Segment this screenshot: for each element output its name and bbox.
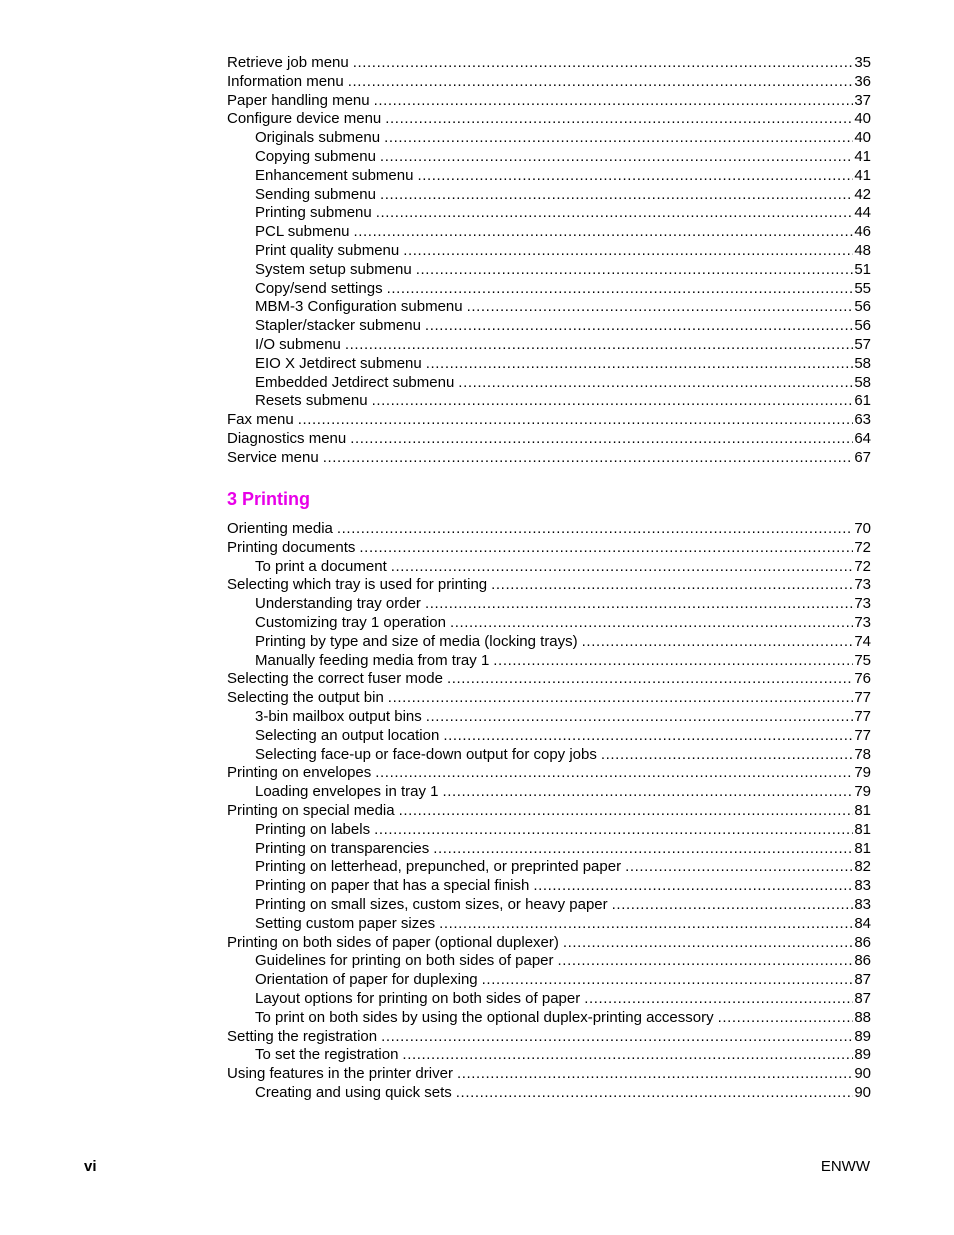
toc-entry-title: Loading envelopes in tray 1 bbox=[255, 783, 439, 801]
dot-leader bbox=[563, 934, 853, 953]
toc-entry-page-number: 55 bbox=[854, 279, 871, 297]
toc-entry[interactable] bbox=[227, 764, 871, 783]
toc-entry-title: Selecting an output location bbox=[255, 726, 440, 744]
toc-entry[interactable] bbox=[227, 840, 871, 859]
dot-leader bbox=[391, 558, 854, 577]
toc-entry-page-number: 40 bbox=[854, 110, 871, 128]
dot-leader bbox=[533, 877, 853, 896]
toc-entry-title: Orienting media bbox=[227, 520, 333, 537]
toc-entry[interactable] bbox=[227, 242, 871, 261]
toc-entry-page-number: 81 bbox=[854, 801, 871, 819]
toc-entry-page-number: 56 bbox=[854, 317, 871, 335]
toc-entry[interactable] bbox=[227, 1084, 871, 1103]
dot-leader bbox=[381, 1028, 853, 1047]
toc-entry-title: Printing on both sides of paper (optional duplexer) bbox=[227, 933, 559, 951]
toc-entry[interactable] bbox=[227, 595, 871, 614]
toc-entry[interactable] bbox=[227, 449, 871, 468]
toc-entry[interactable] bbox=[227, 54, 871, 73]
toc-entry-page-number: 88 bbox=[854, 1008, 871, 1026]
toc-entry[interactable] bbox=[227, 92, 871, 111]
toc-entry-page-number: 41 bbox=[854, 147, 871, 165]
toc-entry-title: Orientation of paper for duplexing bbox=[255, 971, 478, 989]
dot-leader bbox=[350, 430, 853, 449]
dot-leader bbox=[402, 1046, 853, 1065]
dot-leader bbox=[337, 520, 853, 539]
toc-entry[interactable] bbox=[227, 689, 871, 708]
toc-entry[interactable] bbox=[227, 1046, 871, 1065]
toc-entry-title: To print a document bbox=[255, 557, 387, 575]
toc-entry-title: Print quality submenu bbox=[255, 241, 400, 259]
toc-entry-title: Setting the registration bbox=[227, 1027, 378, 1045]
toc-entry-page-number: 51 bbox=[854, 260, 871, 278]
dot-leader bbox=[385, 110, 853, 129]
toc-entry-page-number: 87 bbox=[854, 989, 871, 1007]
dot-leader bbox=[374, 92, 854, 111]
toc-entry[interactable] bbox=[227, 317, 871, 336]
dot-leader bbox=[612, 896, 854, 915]
dot-leader bbox=[718, 1009, 854, 1028]
toc-entry-title: Configure device menu bbox=[227, 110, 382, 128]
toc-entry[interactable] bbox=[227, 746, 871, 765]
toc-entry[interactable] bbox=[227, 633, 871, 652]
toc-entry-title: Printing on transparencies bbox=[255, 839, 430, 857]
toc-entry-page-number: 81 bbox=[854, 820, 871, 838]
toc-entry-title: Selecting the correct fuser mode bbox=[227, 670, 443, 688]
dot-leader bbox=[425, 317, 853, 336]
toc-entry[interactable] bbox=[227, 1009, 871, 1028]
toc-entry-title: Printing on small sizes, custom sizes, or heavy paper bbox=[255, 895, 608, 913]
toc-entry-title: Guidelines for printing on both sides of paper bbox=[255, 952, 554, 970]
toc-entry-page-number: 73 bbox=[854, 595, 871, 613]
toc-entry-page-number: 79 bbox=[854, 764, 871, 782]
chapter-heading: 3 Printing bbox=[227, 489, 311, 509]
dot-leader bbox=[323, 449, 854, 468]
dot-leader bbox=[482, 971, 854, 990]
toc-entry[interactable] bbox=[227, 576, 871, 595]
toc-entry-title: Understanding tray order bbox=[255, 595, 421, 613]
toc-entry-page-number: 82 bbox=[854, 858, 871, 876]
dot-leader bbox=[426, 355, 854, 374]
toc-entry-page-number: 77 bbox=[854, 707, 871, 725]
toc-entry-title: Service menu bbox=[227, 448, 319, 466]
toc-entry-page-number: 75 bbox=[854, 651, 871, 669]
toc-entry-page-number: 90 bbox=[854, 1083, 871, 1101]
toc-entry[interactable] bbox=[227, 336, 871, 355]
toc-entry[interactable] bbox=[227, 971, 871, 990]
dot-leader bbox=[467, 298, 854, 317]
dot-leader bbox=[433, 840, 853, 859]
toc-entry-title: Copy/send settings bbox=[255, 279, 383, 297]
toc-entry[interactable] bbox=[227, 727, 871, 746]
toc-entry-page-number: 83 bbox=[854, 895, 871, 913]
toc-entry-title: Diagnostics menu bbox=[227, 429, 347, 447]
toc-entry[interactable] bbox=[227, 614, 871, 633]
toc-entry[interactable] bbox=[227, 186, 871, 205]
dot-leader bbox=[442, 783, 853, 802]
toc-entry-title: Customizing tray 1 operation bbox=[255, 613, 446, 631]
dot-leader bbox=[298, 411, 854, 430]
toc-entry[interactable] bbox=[227, 1028, 871, 1047]
toc-entry[interactable] bbox=[227, 990, 871, 1009]
dot-leader bbox=[376, 204, 854, 223]
dot-leader bbox=[380, 148, 853, 167]
toc-entry-page-number: 79 bbox=[854, 783, 871, 801]
toc-entry-page-number: 37 bbox=[854, 91, 871, 109]
toc-entry[interactable] bbox=[227, 783, 871, 802]
dot-leader bbox=[375, 764, 853, 783]
dot-leader bbox=[426, 708, 854, 727]
dot-leader bbox=[353, 54, 854, 73]
toc-entry[interactable] bbox=[227, 858, 871, 877]
toc-entry-title: PCL submenu bbox=[255, 223, 350, 241]
dot-leader bbox=[457, 1065, 853, 1084]
toc-entry[interactable] bbox=[227, 298, 871, 317]
toc-entry-page-number: 84 bbox=[854, 914, 871, 932]
toc-entry-title: 3-bin mailbox output bins bbox=[255, 707, 422, 725]
toc-entry-title: Stapler/stacker submenu bbox=[255, 317, 421, 335]
toc-entry-page-number: 46 bbox=[854, 223, 871, 241]
dot-leader bbox=[491, 576, 853, 595]
toc-entry-title: Layout options for printing on both sides of paper bbox=[255, 989, 581, 1007]
toc-entry[interactable] bbox=[227, 148, 871, 167]
toc-entry-page-number: 89 bbox=[854, 1046, 871, 1064]
toc-entry-page-number: 87 bbox=[854, 971, 871, 989]
dot-leader bbox=[388, 689, 854, 708]
toc-entry-page-number: 42 bbox=[854, 185, 871, 203]
toc-entry-page-number: 41 bbox=[854, 166, 871, 184]
toc-entry-title: Printing on letterhead, prepunched, or preprinted paper bbox=[255, 858, 622, 876]
dot-leader bbox=[384, 129, 853, 148]
toc-entry-title: Paper handling menu bbox=[227, 91, 370, 109]
toc-entry-title: Manually feeding media from tray 1 bbox=[255, 651, 490, 669]
dot-leader bbox=[447, 670, 853, 689]
toc-entry-page-number: 72 bbox=[854, 538, 871, 556]
toc-entry-title: Copying submenu bbox=[255, 147, 376, 165]
toc-entry[interactable] bbox=[227, 670, 871, 689]
toc-entry-title: Originals submenu bbox=[255, 129, 381, 147]
toc-entry[interactable] bbox=[227, 520, 871, 539]
toc-entry-page-number: 58 bbox=[854, 373, 871, 391]
dot-leader bbox=[439, 915, 853, 934]
toc-entry-page-number: 56 bbox=[854, 298, 871, 316]
toc-entry-title: Selecting the output bin bbox=[227, 689, 384, 707]
toc-entry-page-number: 61 bbox=[854, 392, 871, 410]
dot-leader bbox=[416, 261, 854, 280]
toc-entry[interactable] bbox=[227, 652, 871, 671]
dot-leader bbox=[417, 167, 853, 186]
dot-leader bbox=[450, 614, 853, 633]
toc-entry-title: Sending submenu bbox=[255, 185, 376, 203]
dot-leader bbox=[399, 802, 854, 821]
toc-entry-title: To set the registration bbox=[255, 1046, 399, 1064]
toc-entry-title: Creating and using quick sets bbox=[255, 1083, 452, 1101]
toc-entry-page-number: 73 bbox=[854, 576, 871, 594]
toc-entry-title: Selecting face-up or face-down output for copy jobs bbox=[255, 745, 597, 763]
toc-entry[interactable] bbox=[227, 392, 871, 411]
dot-leader bbox=[443, 727, 853, 746]
toc-entry-title: Fax menu bbox=[227, 411, 294, 429]
toc-entry[interactable] bbox=[227, 877, 871, 896]
toc-entry-page-number: 76 bbox=[854, 670, 871, 688]
toc-entry-title: Printing on envelopes bbox=[227, 764, 372, 782]
toc-entry[interactable] bbox=[227, 1065, 871, 1084]
toc-entry-page-number: 78 bbox=[854, 745, 871, 763]
footer-page-label: vi bbox=[84, 1158, 97, 1175]
toc-entry[interactable] bbox=[227, 708, 871, 727]
toc-list-printing bbox=[227, 520, 871, 1103]
toc-entry-page-number: 73 bbox=[854, 613, 871, 631]
dot-leader bbox=[354, 223, 854, 242]
toc-entry-title: Information menu bbox=[227, 72, 344, 90]
toc-entry[interactable] bbox=[227, 821, 871, 840]
dot-leader bbox=[458, 374, 853, 393]
dot-leader bbox=[625, 858, 853, 877]
toc-entry-page-number: 35 bbox=[854, 54, 871, 71]
toc-entry[interactable] bbox=[227, 802, 871, 821]
toc-entry-page-number: 44 bbox=[854, 204, 871, 222]
toc-entry-page-number: 72 bbox=[854, 557, 871, 575]
toc-entry-page-number: 89 bbox=[854, 1027, 871, 1045]
footer-doc-code: ENWW bbox=[820, 1158, 870, 1175]
toc-entry[interactable] bbox=[227, 915, 871, 934]
toc-entry-title: To print on both sides by using the optional duplex-printing accessory bbox=[255, 1008, 714, 1026]
toc-entry-page-number: 48 bbox=[854, 241, 871, 259]
dot-leader bbox=[348, 73, 854, 92]
toc-entry[interactable] bbox=[227, 167, 871, 186]
toc-entry[interactable] bbox=[227, 204, 871, 223]
dot-leader bbox=[493, 652, 853, 671]
toc-entry-page-number: 70 bbox=[854, 520, 871, 537]
toc-entry[interactable] bbox=[227, 558, 871, 577]
toc-entry-page-number: 86 bbox=[854, 952, 871, 970]
toc-entry-page-number: 90 bbox=[854, 1065, 871, 1083]
toc-entry-title: Printing by type and size of media (locking trays) bbox=[255, 632, 578, 650]
dot-leader bbox=[601, 746, 853, 765]
toc-entry-page-number: 74 bbox=[854, 632, 871, 650]
toc-entry-page-number: 86 bbox=[854, 933, 871, 951]
dot-leader bbox=[558, 952, 854, 971]
toc-entry-page-number: 81 bbox=[854, 839, 871, 857]
toc-entry[interactable] bbox=[227, 411, 871, 430]
toc-entry-page-number: 40 bbox=[854, 129, 871, 147]
dot-leader bbox=[584, 990, 853, 1009]
toc-entry-title: Printing submenu bbox=[255, 204, 372, 222]
toc-entry-title: Using features in the printer driver bbox=[227, 1065, 453, 1083]
toc-entry-page-number: 64 bbox=[854, 429, 871, 447]
dot-leader bbox=[403, 242, 853, 261]
toc-entry-title: Printing on paper that has a special finish bbox=[255, 877, 530, 895]
dot-leader bbox=[372, 392, 854, 411]
toc-entry[interactable] bbox=[227, 129, 871, 148]
toc-entry-title: Setting custom paper sizes bbox=[255, 914, 436, 932]
toc-list-top bbox=[227, 54, 871, 468]
toc-entry[interactable] bbox=[227, 110, 871, 129]
toc-entry[interactable] bbox=[227, 73, 871, 92]
toc-entry-page-number: 83 bbox=[854, 877, 871, 895]
toc-entry-title: EIO X Jetdirect submenu bbox=[255, 354, 422, 372]
toc-entry[interactable] bbox=[227, 355, 871, 374]
toc-entry[interactable] bbox=[227, 934, 871, 953]
toc-entry-title: I/O submenu bbox=[255, 335, 341, 353]
dot-leader bbox=[425, 595, 853, 614]
toc-entry-title: Printing on labels bbox=[255, 820, 371, 838]
dot-leader bbox=[456, 1084, 854, 1103]
toc-entry-title: System setup submenu bbox=[255, 260, 412, 278]
toc-entry[interactable] bbox=[227, 280, 871, 299]
toc-entry[interactable] bbox=[227, 374, 871, 393]
toc-entry-title: Embedded Jetdirect submenu bbox=[255, 373, 455, 391]
toc-entry-page-number: 36 bbox=[854, 72, 871, 90]
dot-leader bbox=[345, 336, 853, 355]
dot-leader bbox=[380, 186, 853, 205]
toc-entry[interactable] bbox=[227, 261, 871, 280]
toc-entry-page-number: 67 bbox=[854, 448, 871, 466]
toc-entry-title: Enhancement submenu bbox=[255, 166, 414, 184]
dot-leader bbox=[582, 633, 854, 652]
toc-entry-page-number: 58 bbox=[854, 354, 871, 372]
toc-entry-title: Selecting which tray is used for printing bbox=[227, 576, 488, 594]
toc-entry-title: Printing documents bbox=[227, 538, 356, 556]
toc-entry-page-number: 57 bbox=[854, 335, 871, 353]
toc-entry-title: Resets submenu bbox=[255, 392, 368, 410]
toc-entry[interactable] bbox=[227, 430, 871, 449]
toc-entry-title: Printing on special media bbox=[227, 801, 395, 819]
toc-entry[interactable] bbox=[227, 539, 871, 558]
dot-leader bbox=[359, 539, 853, 558]
toc-entry[interactable] bbox=[227, 896, 871, 915]
toc-entry-page-number: 77 bbox=[854, 726, 871, 744]
toc-entry-title: MBM-3 Configuration submenu bbox=[255, 298, 463, 316]
dot-leader bbox=[374, 821, 853, 840]
toc-entry-page-number: 63 bbox=[854, 411, 871, 429]
dot-leader bbox=[387, 280, 854, 299]
toc-entry[interactable] bbox=[227, 952, 871, 971]
toc-entry-page-number: 77 bbox=[854, 689, 871, 707]
toc-entry-title: Retrieve job menu bbox=[227, 54, 349, 71]
toc-entry[interactable] bbox=[227, 223, 871, 242]
